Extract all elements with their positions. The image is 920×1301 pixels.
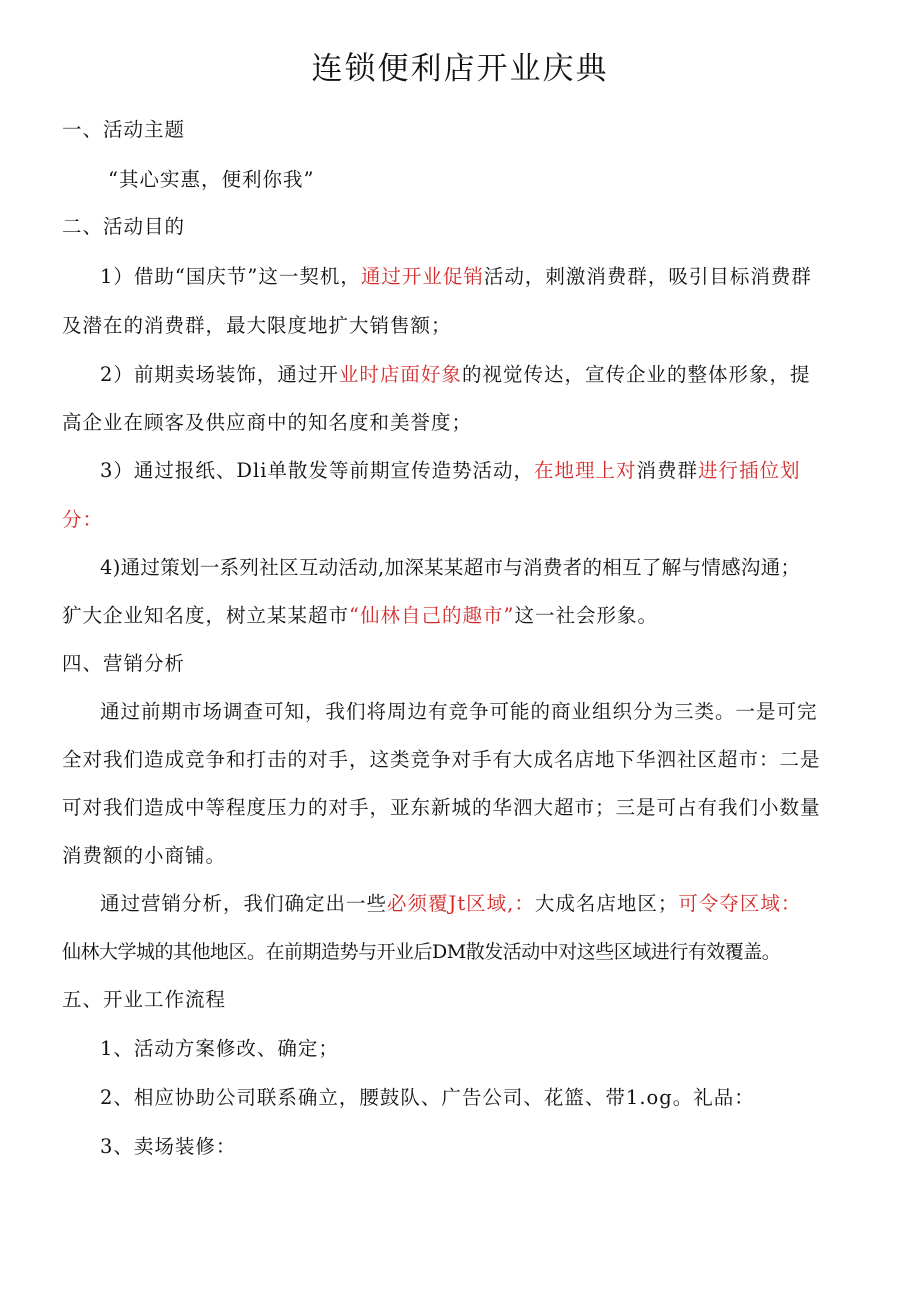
workflow-step-1: 1、活动方案修改、确定； <box>100 1037 339 1060</box>
purpose-item-2-line-1 <box>100 360 810 390</box>
highlight-run: “仙林自己的趣市” <box>349 604 515 627</box>
text-run: 的视觉传达，宣传企业的整体形象，提 <box>461 363 811 386</box>
purpose-item-3-line-2: 分： <box>62 508 104 531</box>
highlight-run: 业时店面好象 <box>338 363 462 386</box>
highlight-run: 可令夺区域： <box>678 892 802 915</box>
purpose-item-3-line-1 <box>100 456 801 486</box>
marketing-para-line-4: 消费额的小商铺。 <box>62 844 227 867</box>
workflow-step-2: 2、相应协助公司联系确立，腰鼓队、广告公司、花篮、带1.og。礼品： <box>100 1086 755 1109</box>
text-run: 活动，刺激消费群，吸引目标消费群 <box>483 265 812 288</box>
purpose-item-4-line-2 <box>62 601 658 631</box>
purpose-item-1-line-2: 及潜在的消费群，最大限度地扩大销售额； <box>62 314 452 337</box>
purpose-item-2-line-2: 高企业在顾客及供应商中的知名度和美誉度； <box>62 411 473 434</box>
text-run: 消费群 <box>636 459 699 482</box>
highlight-run: 必须覆Jt区域,： <box>387 892 535 915</box>
marketing-para-line-2: 全对我们造成竞争和打击的对手，这类竞争对手有大成名店地下华泗社区超市：二是 <box>62 748 821 771</box>
workflow-step-3: 3、卖场装修： <box>100 1135 237 1158</box>
text-run: 通过营销分析，我们确定出一些 <box>100 892 388 915</box>
text-run: 1）借助“国庆节”这一契机， <box>100 265 361 288</box>
text-run: 犷大企业知名度，树立某某超市 <box>62 604 350 627</box>
highlight-run: 在地理上对 <box>534 459 637 482</box>
text-run: 3）通过报纸、Dli单散发等前期宣传造势活动， <box>100 459 535 482</box>
purpose-item-4-line-1: 4)通过策划一系列社区互动活动,加深某某超市与消费者的相互了解与情感沟通； <box>100 556 801 579</box>
purpose-item-1-line-1 <box>100 262 812 292</box>
text-run: 大成名店地区； <box>534 892 679 915</box>
text-run: 2）前期卖场装饰，通过开 <box>100 363 339 386</box>
section-heading-theme: 一、活动主题 <box>62 118 186 141</box>
slogan: “其心实惠，便利你我” <box>108 168 315 191</box>
area-para-line-2: 仙林大学城的其他地区。在前期造势与开业后DM散发活动中对这些区域进行有效覆盖。 <box>62 941 781 963</box>
doc-title: 连锁便利店开业庆典 <box>311 51 609 87</box>
section-heading-marketing: 四、营销分析 <box>62 652 186 675</box>
area-para-line-1 <box>100 889 801 919</box>
marketing-para-line-1: 通过前期市场调查可知，我们将周边有竞争可能的商业组织分为三类。一是可完 <box>100 700 818 723</box>
section-heading-workflow: 五、开业工作流程 <box>62 988 227 1011</box>
marketing-para-line-3: 可对我们造成中等程度压力的对手，亚东新城的华泗大超市；三是可占有我们小数量 <box>62 796 821 819</box>
highlight-run: 通过开业促销 <box>360 265 484 288</box>
text-run: 这一社会形象。 <box>514 604 658 627</box>
section-heading-purpose: 二、活动目的 <box>62 215 186 238</box>
highlight-run: 进行插位划 <box>698 459 801 482</box>
